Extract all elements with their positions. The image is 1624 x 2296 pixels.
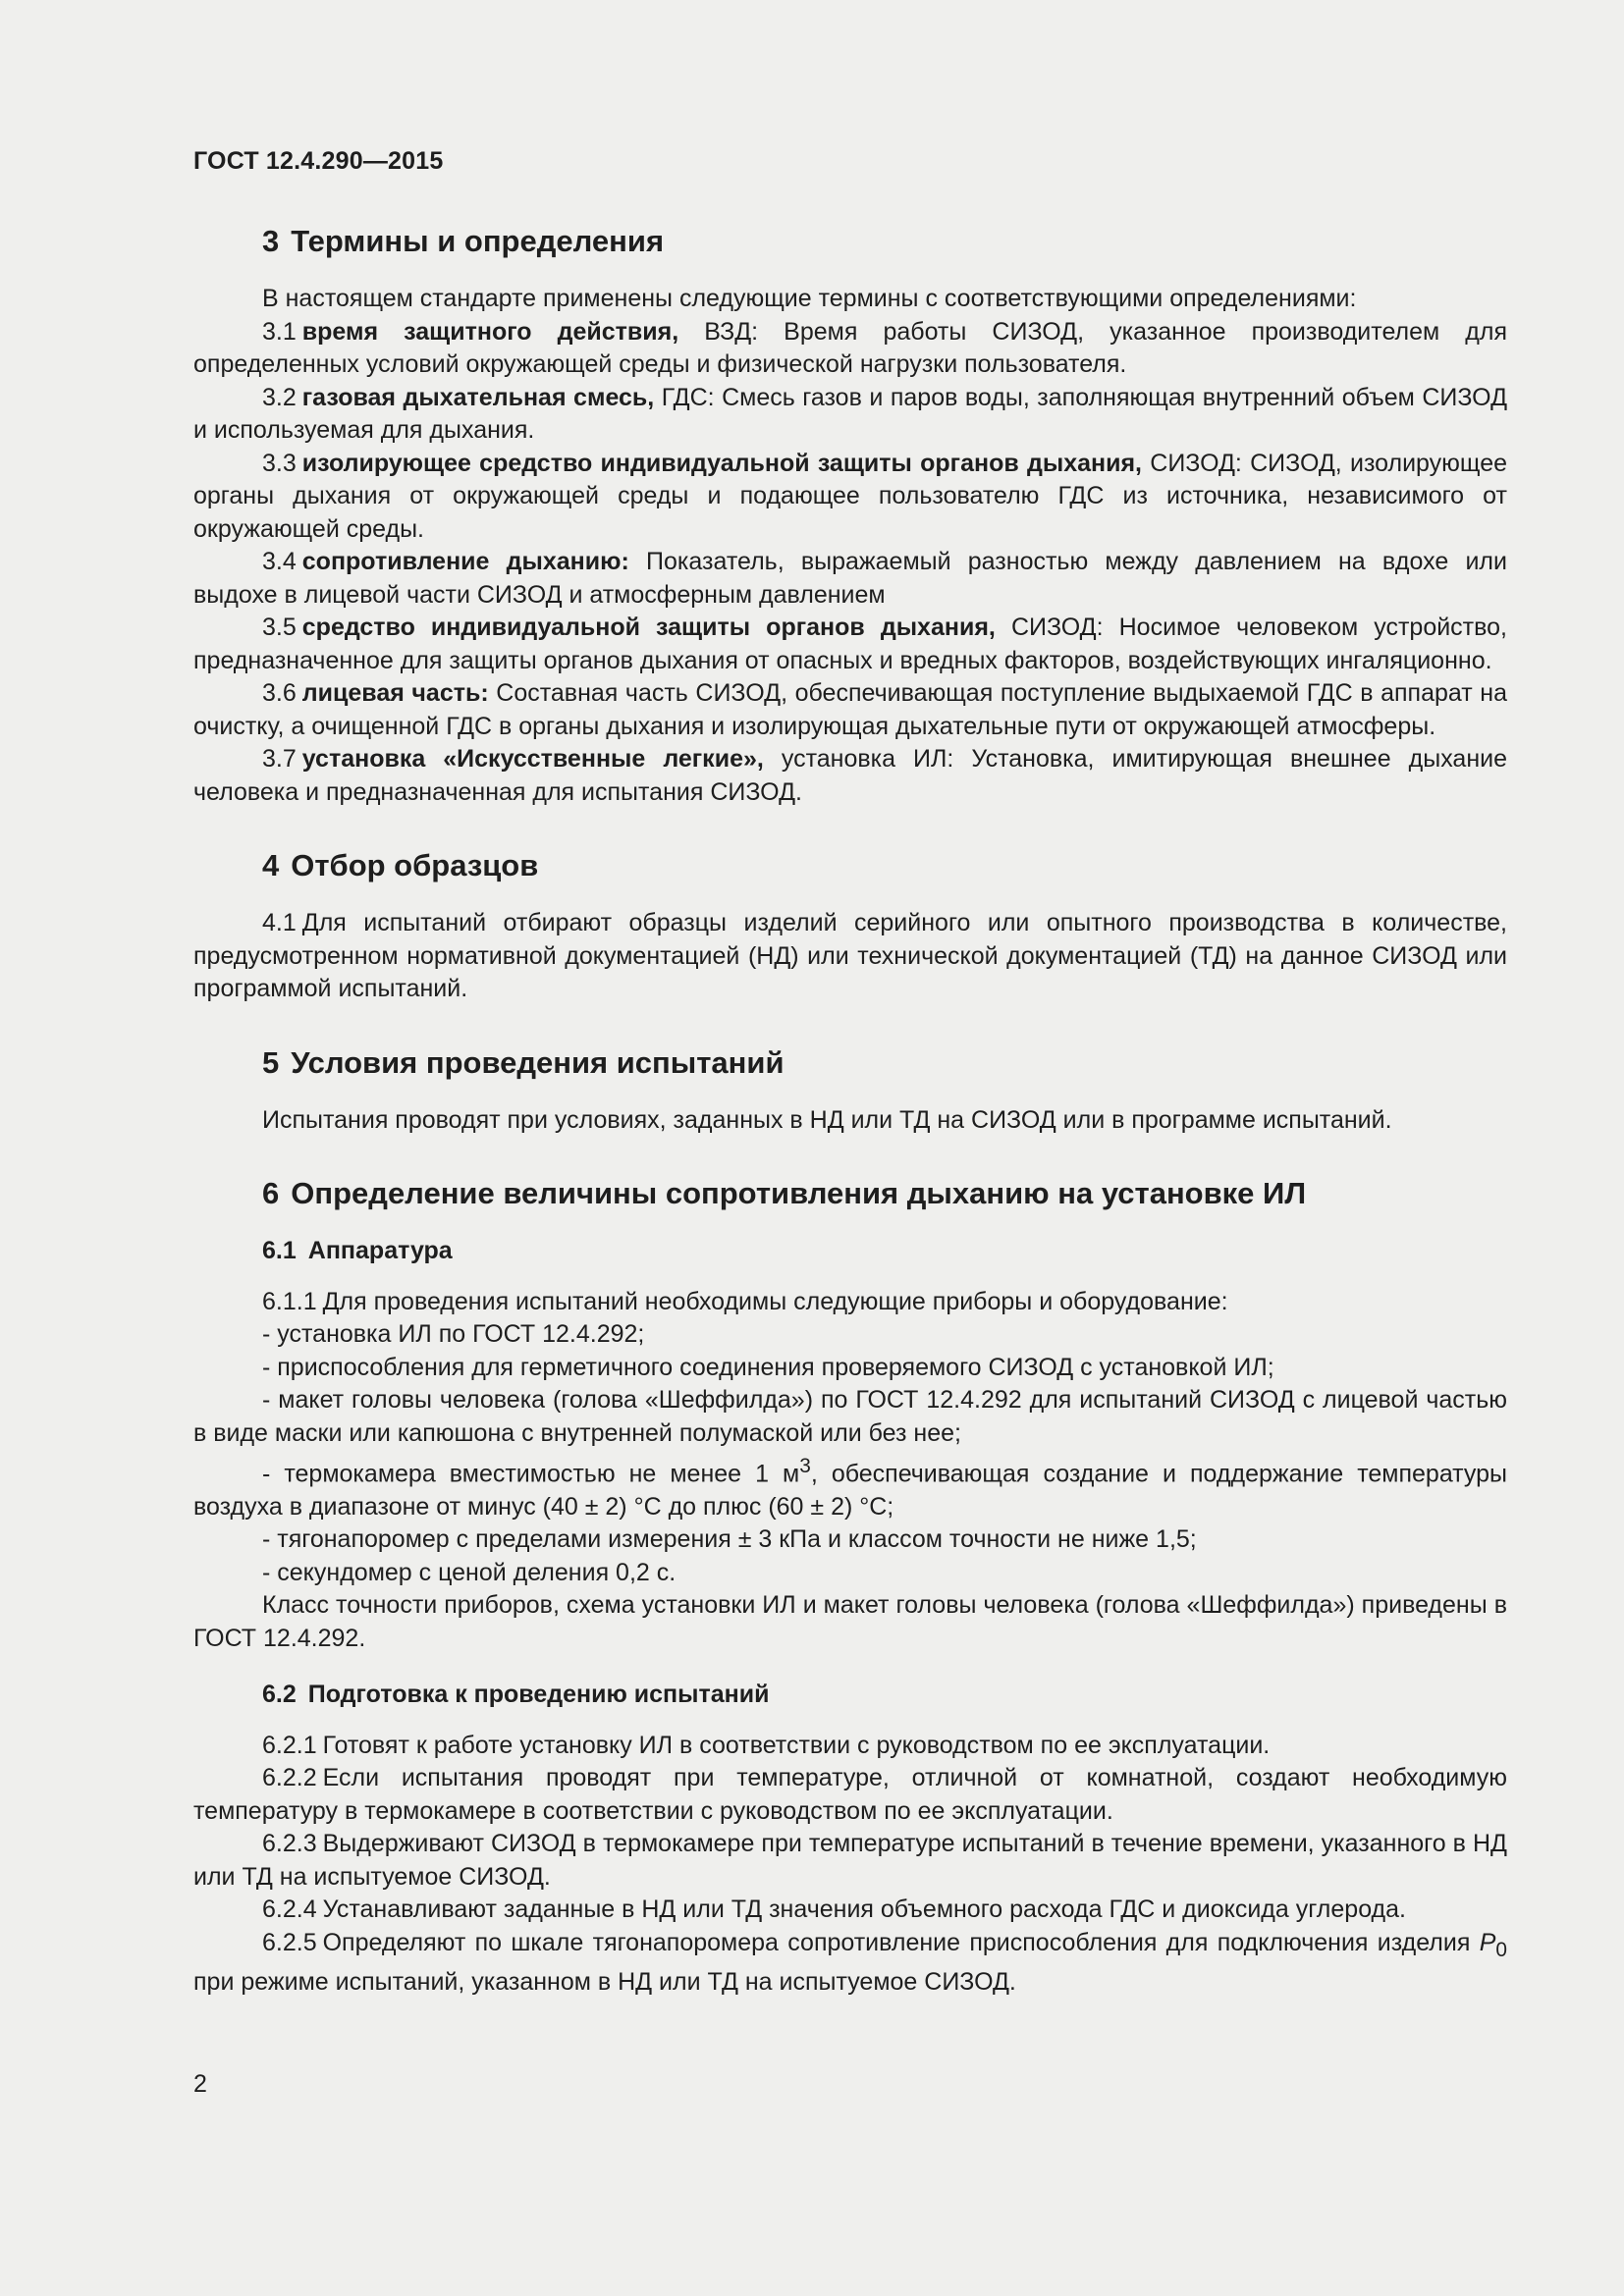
list-item: - секундомер с ценой деления 0,2 с. (262, 1558, 677, 1586)
page-number: 2 (193, 2070, 207, 2098)
section-number: 5 (262, 1044, 280, 1080)
term-3-4: 3.4 сопротивление дыханию: Показатель, выражаемый разностью между давлением на вдохе или выдохе в лицевой части СИЗОД и атмосферным давлением (193, 548, 1507, 609)
term-name: установка «Искусственные легкие», (301, 745, 764, 773)
section-title: Определение величины сопротивления дыханию на установке ИЛ (291, 1176, 1307, 1210)
list-item: - тягонапоромер с пределами измерения ± 3 кПа и классом точности не ниже 1,5; (262, 1525, 1197, 1554)
section-title: Условия проведения испытаний (291, 1044, 785, 1080)
term-3-2: 3.2 газовая дыхательная смесь, ГДС: Смесь газов и паров воды, заполняющая внутренний объем СИЗОД и используемая для дыхания. (193, 383, 1507, 444)
term-3-1: 3.1 время защитного действия, ВЗД: Время работы СИЗОД, указанное производителем для определенных условий окружающей среды и физической нагрузки пользователя. (193, 317, 1507, 378)
section-5-heading (193, 1043, 1507, 1083)
term-definition: ГДС: Смесь газов и паров воды, заполняющая внутренний объем СИЗОД и используемая для дыхания. (193, 383, 1507, 444)
paragraph-6-2-3: 6.2.3 Выдерживают СИЗОД в термокамере при температуре испытаний в течение времени, указанного в НД или ТД на испытуемое СИЗОД. (193, 1830, 1507, 1891)
paragraph-6-1-closing: Класс точности приборов, схема установки ИЛ и макет головы человека (голова «Шеффилда») приведены в ГОСТ 12.4.292. (193, 1591, 1507, 1652)
term-3-5: 3.5 средство индивидуальной защиты органов дыхания, СИЗОД: Носимое человеком устройство, предназначенное для защиты органов дыхания от опасных и вредных факторов, воздействующих ингаляционно. (193, 614, 1507, 674)
paragraph-6-2-4: 6.2.4 Устанавливают заданные в НД или ТД значения объемного расхода ГДС и диоксида углерода. (262, 1896, 1406, 1924)
section-number: 3 (262, 224, 280, 258)
section-title: Отбор образцов (291, 848, 539, 882)
superscript: 3 (799, 1455, 811, 1477)
term-name: лицевая часть: (301, 679, 489, 707)
list-item: - установка ИЛ по ГОСТ 12.4.292; (262, 1320, 645, 1348)
document-header: ГОСТ 12.4.290—2015 (193, 147, 444, 175)
subsection-6-1-heading: 6.1 Аппаратура (262, 1237, 453, 1264)
subscript: 0 (1495, 1938, 1507, 1961)
section-3-intro: В настоящем стандарте применены следующие термины с соответствующими определениями: (262, 285, 1357, 312)
subsection-6-2-heading: 6.2 Подготовка к проведению испытаний (262, 1681, 770, 1709)
term-3-7: 3.7 установка «Искусственные легкие», установка ИЛ: Установка, имитирующая внешнее дыхание человека и предназначенная для испытания СИЗОД. (193, 745, 1507, 806)
section-6-heading (193, 1174, 1507, 1213)
term-name: сопротивление дыханию: (301, 548, 629, 575)
term-definition: ВЗД: Время работы СИЗОД, указанное производителем для определенных условий окружающей среды и физической нагрузки пользователя. (193, 317, 1507, 378)
term-definition: Составная часть СИЗОД, обеспечивающая поступление выдыхаемой ГДС в аппарат на очистку, а очищенной ГДС в органы дыхания и изолирующая дыхательные пути от окружающей атмосферы. (193, 679, 1507, 740)
term-definition: установка ИЛ: Установка, имитирующая внешнее дыхание человека и предназначенная для испытания СИЗОД. (193, 745, 1507, 806)
section-title: Термины и определения (291, 224, 665, 258)
term-name: средство индивидуальной защиты органов дыхания, (301, 614, 996, 641)
paragraph-5: Испытания проводят при условиях, заданных в НД или ТД на СИЗОД или в программе испытаний. (262, 1105, 1392, 1134)
paragraph-6-2-1: 6.2.1 Готовят к работе установку ИЛ в соответствии с руководством по ее эксплуатации. (262, 1731, 1271, 1759)
paragraph-6-2-2: 6.2.2 Если испытания проводят при температуре, отличной от комнатной, создают необходимую температуру в термокамере в соответствии с руководством по ее эксплуатации. (193, 1764, 1507, 1825)
section-number: 4 (262, 848, 280, 882)
term-name: изолирующее средство индивидуальной защиты органов дыхания, (301, 449, 1143, 477)
term-name: время защитного действия, (301, 317, 679, 346)
list-item: - приспособления для герметичного соединения проверяемого СИЗОД с установкой ИЛ; (262, 1353, 1274, 1381)
term-definition: СИЗОД: СИЗОД, изолирующее органы дыхания от окружающей среды и подающее пользователю ГДС из источника, независимого от окружающей среды. (193, 449, 1508, 543)
term-definition: Показатель, выражаемый разностью между давлением на вдохе или выдохе в лицевой части СИЗОД и атмосферным давлением (193, 548, 1507, 609)
paragraph-6-2-5: 6.2.5 Определяют по шкале тягонапоромера сопротивление приспособления для подключения изделия $P_0$ при режиме испытаний, указанном в НД или ТД на испытуемое СИЗОД. (193, 1928, 1507, 1997)
term-definition: СИЗОД: Носимое человеком устройство, предназначенное для защиты органов дыхания от опасных и вредных факторов, воздействующих ингаляционно. (193, 614, 1507, 674)
list-item-thermochamber: - термокамера вместимостью не менее 1 $м^3$, обеспечивающая создание и поддержание температуры воздуха в диапазоне от минус (40 ± 2) °С до плюс (60 ± 2) °С; (193, 1455, 1507, 1521)
term-3-3: 3.3 изолирующее средство индивидуальной защиты органов дыхания, СИЗОД: СИЗОД, изолирующее органы дыхания от окружающей среды и подающее пользователю ГДС из источника, независимого от окружающей среды. (193, 449, 1508, 543)
section-4-heading (193, 846, 1507, 885)
document-body (193, 222, 1507, 2000)
term-3-6: 3.6 лицевая часть: Составная часть СИЗОД, обеспечивающая поступление выдыхаемой ГДС в аппарат на очистку, а очищенной ГДС в органы дыхания и изолирующая дыхательные пути от окружающей атмосферы. (193, 679, 1507, 740)
term-name: газовая дыхательная смесь, (301, 383, 655, 411)
variable: P (1479, 1928, 1496, 1956)
list-item: - макет головы человека (голова «Шеффилда») по ГОСТ 12.4.292 для испытаний СИЗОД с лицевой частью в виде маски или капюшона с внутренней полумаской или без нее; (193, 1386, 1507, 1447)
section-number: 6 (262, 1176, 280, 1210)
paragraph-4-1: 4.1 Для испытаний отбирают образцы изделий серийного или опытного производства в количестве, предусмотренном нормативной документацией (НД) или технической документацией (ТД) на данное СИЗОД или программой испытаний. (193, 909, 1507, 1002)
paragraph-6-1-1: 6.1.1 Для проведения испытаний необходимы следующие приборы и оборудование: (262, 1287, 1228, 1315)
section-3-heading (193, 222, 1507, 261)
